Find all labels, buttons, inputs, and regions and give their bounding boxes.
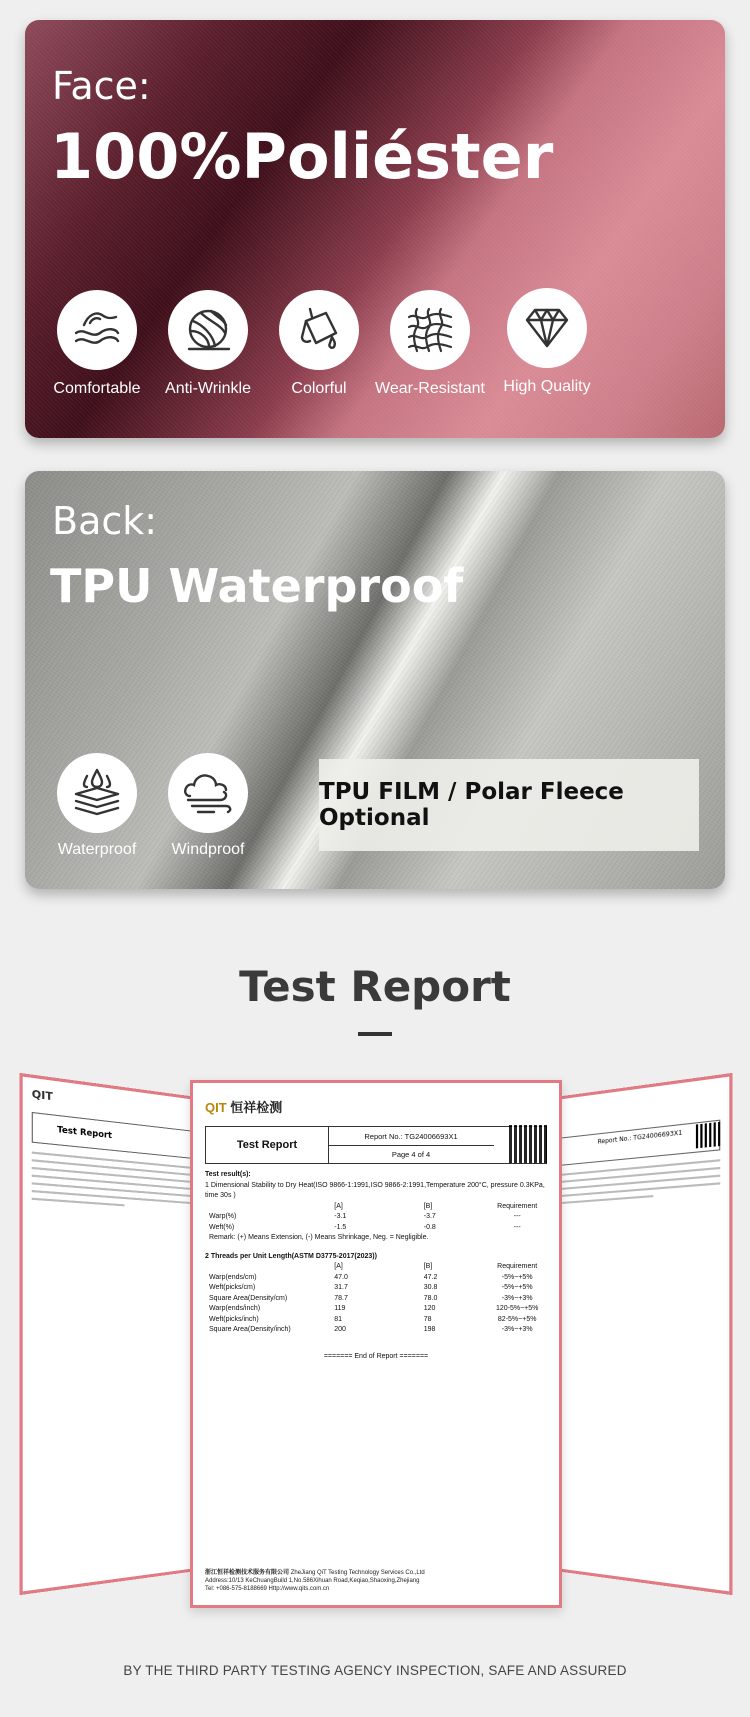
right-qr-code-icon bbox=[696, 1122, 720, 1149]
face-fabric-card bbox=[25, 20, 725, 438]
back-fabric-card bbox=[25, 471, 725, 889]
yarn-ball-icon bbox=[168, 290, 248, 370]
qit-logo: QIT 恒祥检测 bbox=[205, 1100, 283, 1115]
paint-bucket-icon bbox=[279, 290, 359, 370]
heading-underline bbox=[358, 1032, 392, 1036]
section-1-title: 1 Dimensional Stability to Dry Heat(ISO 9866-1:1991,ISO 9866-2:1991,Temperature 200°C, pressure 0.3KPa, time 30s ) bbox=[205, 1181, 545, 1199]
icon-label-high-quality: High Quality bbox=[503, 378, 591, 395]
report-header-table bbox=[205, 1126, 547, 1164]
test-report-heading: Test Report bbox=[239, 962, 511, 1011]
left-report-heading: Test Report bbox=[57, 1124, 113, 1141]
icon-label-colorful: Colorful bbox=[291, 380, 347, 397]
table-row: Warp(ends/cm) 47.0 47.2 -5%~+5% bbox=[209, 1273, 533, 1281]
table-row: Weft(picks/inch) 81 78 82-5%~+5% bbox=[209, 1315, 537, 1323]
table-row: Warp(%) -3.1 -3.7 --- bbox=[209, 1213, 521, 1220]
table-row: Warp(ends/inch) 119 120 120-5%~+5% bbox=[209, 1305, 539, 1312]
wave-hand-icon bbox=[57, 290, 137, 370]
report-page-left bbox=[19, 1073, 204, 1595]
report-page-right bbox=[548, 1073, 733, 1595]
section-2-title: 2 Threads per Unit Length(ASTM D3775-2017(2023)) bbox=[205, 1252, 377, 1260]
report-page-number: Page 4 of 4 bbox=[391, 1149, 431, 1159]
woven-texture-icon bbox=[390, 290, 470, 370]
bottom-assurance-note: BY THE THIRD PARTY TESTING AGENCY INSPECTION, SAFE AND ASSURED bbox=[123, 1663, 627, 1678]
table-row: Square Area(Density/inch) 200 198 -3%~+3% bbox=[209, 1326, 533, 1333]
diamond-icon bbox=[507, 288, 587, 368]
back-label: Back: bbox=[52, 499, 158, 543]
right-report-no: Report No.: TG24006693X1 bbox=[597, 1129, 683, 1146]
table-row: Weft(picks/cm) 31.7 30.8 -5%~+5% bbox=[209, 1284, 533, 1291]
left-report-logo: QIT bbox=[31, 1088, 53, 1104]
cloud-wind-icon bbox=[168, 753, 248, 833]
report-number: Report No.: TG24006693X1 bbox=[328, 1127, 494, 1146]
face-material-title: 100%Poliéster bbox=[50, 120, 554, 193]
end-of-report: ======= End of Report ======= bbox=[323, 1352, 429, 1360]
report-heading: Test Report bbox=[206, 1127, 329, 1163]
report-body: Test result(s): 1 Dimensional Stability to Dry Heat(ISO 9866-1:1991,ISO 9866-2:1991,Temperature 200°C, pressure 0.3KPa, time 30s ) [A] [B] Requirement Warp(%) -3.1 -3.7 --- Weft(%) -1.5 -0.8 --- Remark: (+) Means Extension, (-) Means Shrinkage, Neg. = Negligible. 2 Threads per Unit Length(ASTM D3775-2017(2023)) [A] [B] Requirement Warp(ends/cm) 47.0 47.2 -5%~+5% Weft(picks/cm) 31.7 30.8 -5%~+5% Square Area(Density/cm) 78.7 78.0 -3%~+3% Warp(ends/inch) 119 120 120-5%~+5% Weft(picks/inch) 81 78 82-5%~+5% Square Area(Density/inch) 200 198 -3%~+3% ======= End of Report ======= bbox=[205, 1170, 547, 1362]
table-row: Weft(%) -1.5 -0.8 --- bbox=[209, 1223, 521, 1231]
icon-label-anti-wrinkle: Anti-Wrinkle bbox=[165, 380, 251, 397]
icon-label-waterproof: Waterproof bbox=[57, 841, 137, 858]
icon-label-windproof: Windproof bbox=[171, 841, 245, 858]
tpu-option-text: TPU FILM / Polar Fleece Optional bbox=[319, 779, 624, 831]
left-report-header bbox=[32, 1112, 194, 1159]
face-label: Face: bbox=[52, 64, 151, 108]
table-row: Square Area(Density/cm) 78.7 78.0 -3%~+3% bbox=[209, 1294, 533, 1302]
icon-label-wear-resistant: Wear-Resistant bbox=[375, 380, 485, 397]
report-page-main bbox=[190, 1080, 562, 1608]
water-layers-icon bbox=[57, 753, 137, 833]
qr-code-icon bbox=[509, 1125, 547, 1163]
tpu-option-banner bbox=[319, 759, 699, 851]
back-material-title: TPU Waterproof bbox=[50, 559, 464, 613]
remark-text: Remark: (+) Means Extension, (-) Means Shrinkage, Neg. = Negligible. bbox=[209, 1234, 429, 1241]
icon-label-comfortable: Comfortable bbox=[53, 380, 141, 397]
report-footer: 浙江恒祥检测技术服务有限公司 ZheJiang QiT Testing Technology Services Co.,Ltd Address:10/13 KeChuangBuild 1,No.586Xihuan Road,Keqiao,Shaoxing,Zhejiang Tel: +086-575-8188669 Http://www.qits.com.cn bbox=[205, 1570, 425, 1592]
